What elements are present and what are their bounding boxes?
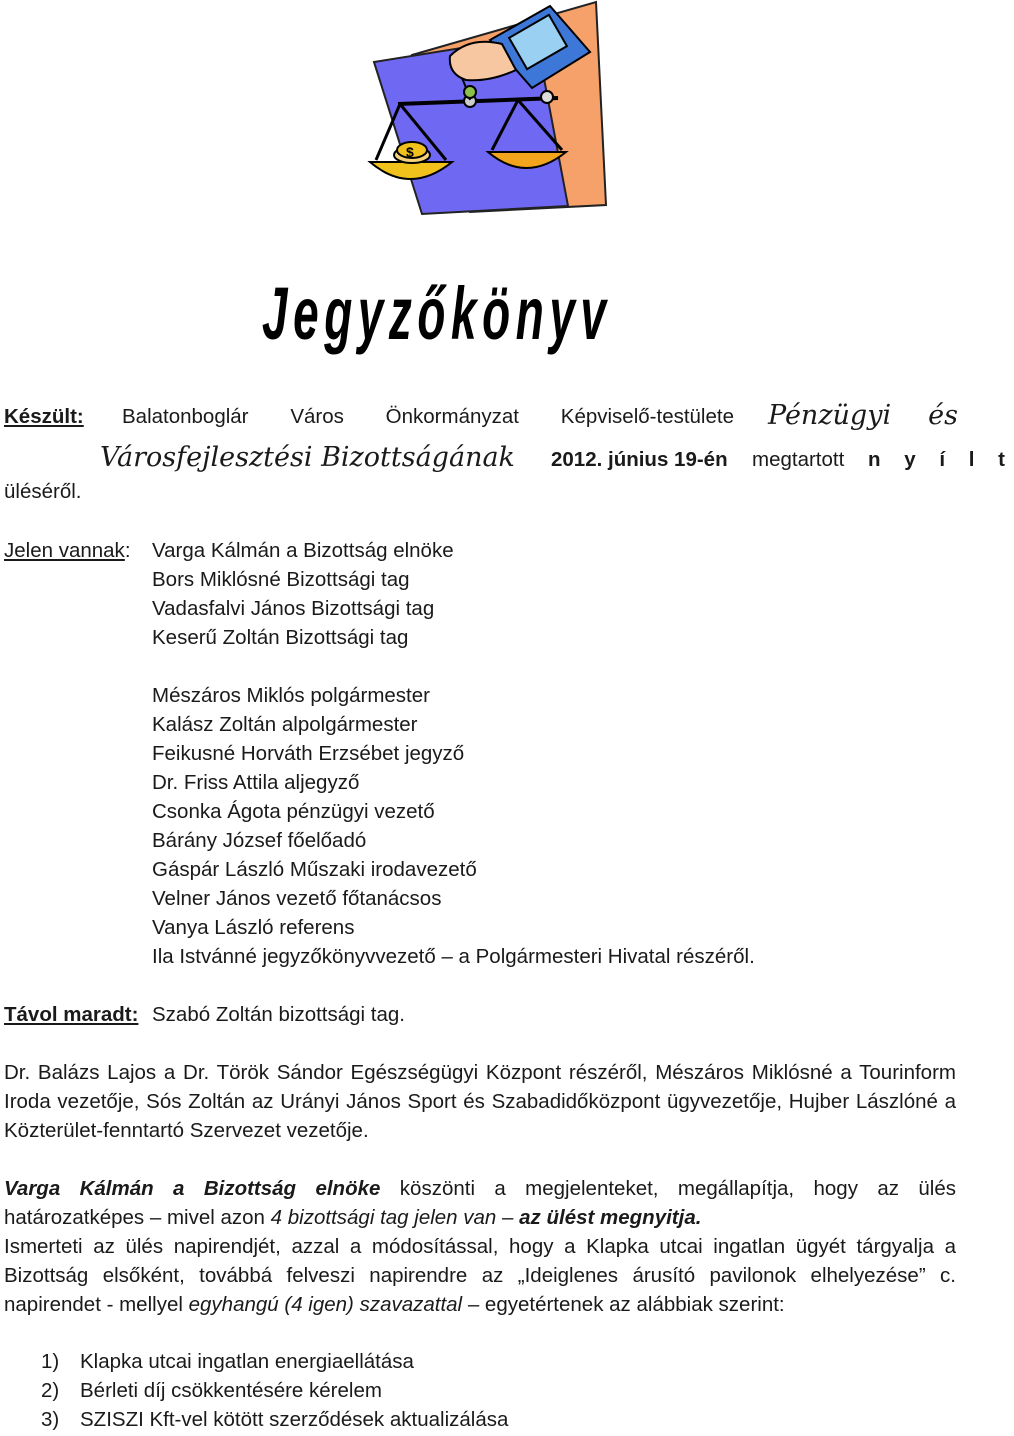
committee-member: Keserű Zoltán Bizottsági tag xyxy=(152,626,409,649)
meeting-date: 2012. június 19-én xyxy=(551,448,728,471)
committee-member: Varga Kálmán a Bizottság elnöke xyxy=(152,539,454,562)
open-word: n y í l t xyxy=(868,448,1014,471)
present-label: Jelen vannak xyxy=(4,539,125,562)
vote-result: egyhangú (4 igen) szavazattal xyxy=(188,1293,463,1316)
committee-name-part1: Pénzügyi és xyxy=(768,400,958,431)
present-label-wrap xyxy=(4,541,131,562)
agenda-item: SZISZI Kft-vel kötött szerződések aktualizálása xyxy=(80,1408,509,1431)
present-colon: : xyxy=(124,539,131,562)
staff-member: Mészáros Miklós polgármester xyxy=(152,684,430,707)
opening-line-5 xyxy=(4,1295,785,1316)
committee-member: Bors Miklósné Bizottsági tag xyxy=(152,568,410,591)
staff-member: Vanya László referens xyxy=(152,916,355,939)
absent-member: Szabó Zoltán bizottsági tag. xyxy=(152,1003,405,1026)
committee-name-part2: Városfejlesztési Bizottságának xyxy=(100,442,515,473)
opening-text: köszönti a megjelenteket, megállapítja, hogy az ülés xyxy=(399,1177,956,1200)
opening-line-1 xyxy=(4,1179,956,1200)
committee-member: Vadasfalvi János Bizottsági tag xyxy=(152,597,435,620)
opening-line-4: Bizottság elsőként, továbbá felveszi napirendre az „Ideiglenes árusító pavilonok elhelyezése” c. xyxy=(4,1264,956,1287)
agenda-number: 1) xyxy=(41,1350,60,1373)
scales-clipart-icon xyxy=(340,0,620,215)
staff-member: Kalász Zoltán alpolgármester xyxy=(152,713,418,736)
dash: – xyxy=(502,1206,514,1229)
agenda-item: Bérleti díj csökkentésére kérelem xyxy=(80,1379,382,1402)
agenda-intro: napirendet - mellyel xyxy=(4,1293,183,1316)
members-present-text: 4 bizottsági tag jelen van xyxy=(270,1206,497,1229)
prepared-line1: Balatonboglár Város Önkormányzat Képviselő-testülete xyxy=(122,405,734,428)
quorum-text: határozatképes – mivel azon xyxy=(4,1206,265,1229)
guests-line: Dr. Balázs Lajos a Dr. Török Sándor Egészségügyi Központ részéről, Mészáros Miklósné a Tourinform xyxy=(4,1061,956,1084)
staff-member: Ila Istvánné jegyzőkönyvvezető – a Polgármesteri Hivatal részéről. xyxy=(152,945,755,968)
agenda-number: 2) xyxy=(41,1379,60,1402)
staff-member: Feikusné Horváth Erzsébet jegyző xyxy=(152,742,465,765)
chair-name: Varga Kálmán a Bizottság elnöke xyxy=(4,1177,381,1200)
agenda-agree: – egyetértenek az alábbiak szerint: xyxy=(467,1293,785,1316)
guests-line: Iroda vezetője, Sós Zoltán az Urányi János Sport és Szabadidőközpont ügyvezetője, Hujber Lászlóné a xyxy=(4,1090,956,1113)
agenda-number: 3) xyxy=(41,1408,60,1431)
guests-line: Közterület-fenntartó Szervezet vezetője. xyxy=(4,1119,369,1142)
staff-member: Bárány József főelőadó xyxy=(152,829,367,852)
absent-label: Távol maradt: xyxy=(4,1003,139,1026)
staff-member: Velner János vezető főtanácsos xyxy=(152,887,442,910)
session-opened-text: az ülést megnyitja. xyxy=(519,1206,702,1229)
held-word: megtartott xyxy=(752,448,845,471)
opening-line-2 xyxy=(4,1208,701,1229)
opening-line-3: Ismerteti az ülés napirendjét, azzal a módosítással, hogy a Klapka utcai ingatlan ügyét tárgyalja a xyxy=(4,1235,956,1258)
staff-member: Gáspár László Műszaki irodavezető xyxy=(152,858,477,881)
svg-text:$: $ xyxy=(406,144,414,160)
session-word: üléséről. xyxy=(4,480,82,503)
agenda-item: Klapka utcai ingatlan energiaellátása xyxy=(80,1350,414,1373)
staff-member: Dr. Friss Attila aljegyző xyxy=(152,771,360,794)
prepared-label: Készült: xyxy=(4,405,84,428)
staff-member: Csonka Ágota pénzügyi vezető xyxy=(152,800,435,823)
document-title: Jegyzőkönyv xyxy=(262,272,612,355)
